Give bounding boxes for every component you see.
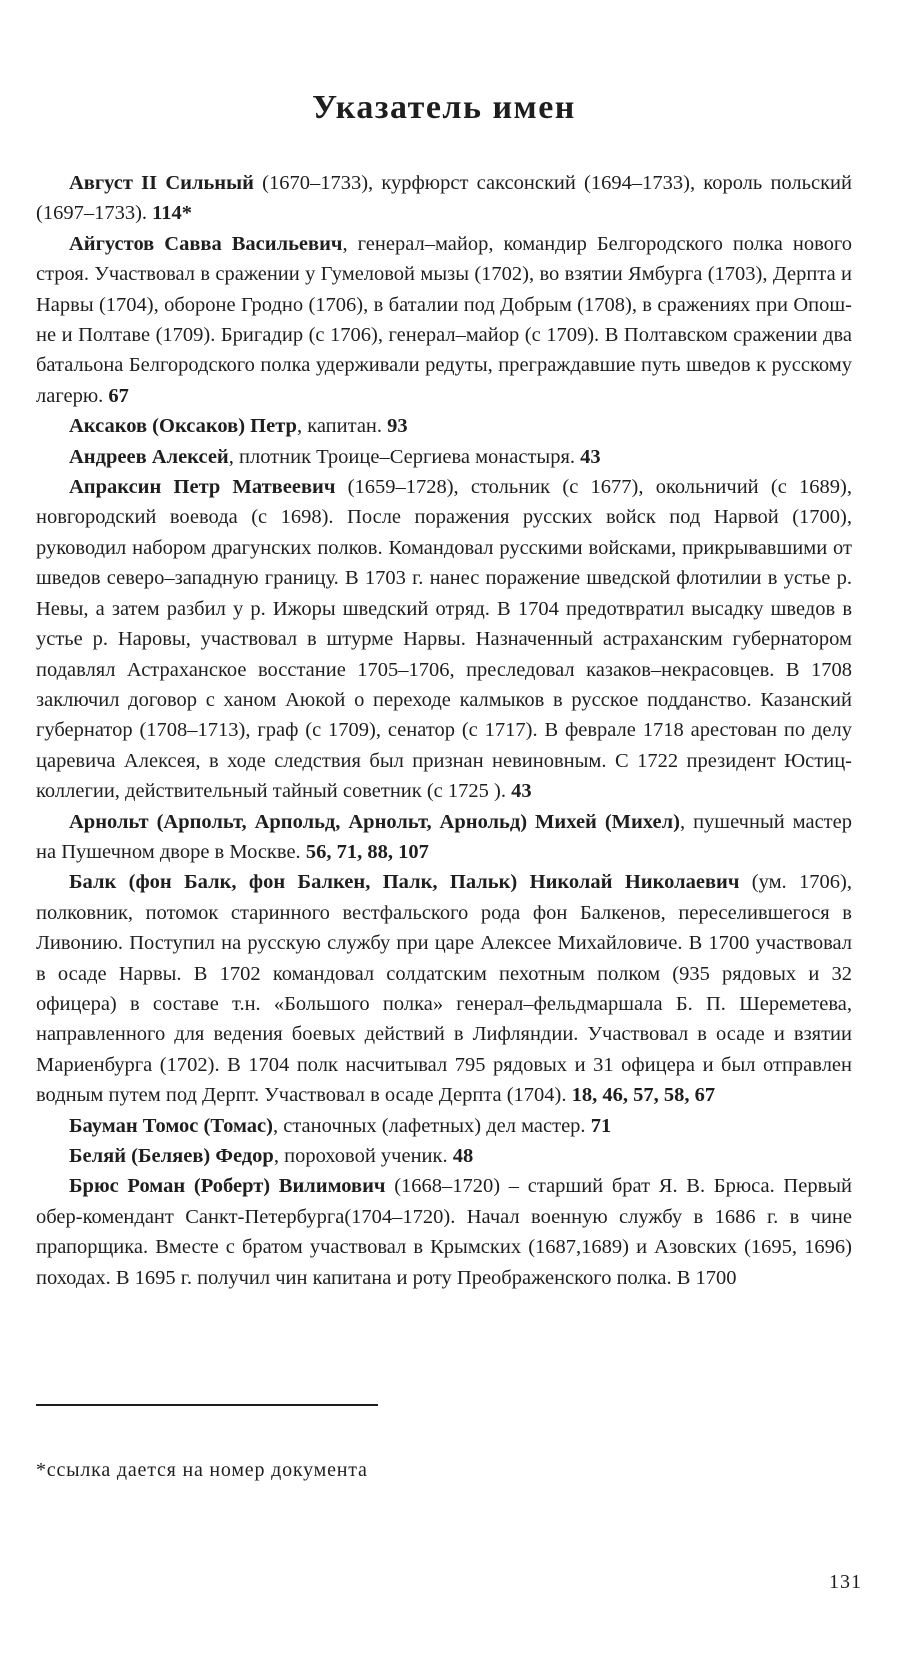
entry-name: Арнольт (Арпольт, Арпольд, Арнольт, Арнольд) Михей (Михел) xyxy=(69,810,680,833)
entry-text: , генерал–майор, командир Белгородского полка нового строя. Участвовал в сражении у Гумеловой мызы (1702), во взятии Ямбурга (1703), Дерпта и Нарвы (1704), обороне Гродно (1706), в баталии под Добрым (1708), в сражениях при Опошне и Полтаве (1709). Бригадир (с 1706), генерал–майор (с 1709). В Полтавском сражении два батальона Белгородского полка удерживали редуты, преграждавшие путь шведов к русскому лагерю. xyxy=(36,232,853,407)
entry-pages: 43 xyxy=(511,780,532,803)
index-entry xyxy=(36,867,852,1110)
entry-text: , пушечный мастер на Пушечном дворе в Москве. xyxy=(36,810,852,863)
entry-name: Андреев Алексей xyxy=(69,445,229,468)
entry-text: (ум. 1706), полковник, потомок старинного вестфальского рода фон Балкенов, переселившегося в Ливонию. Поступил на русскую службу при царе Алексее Михайловиче. В 1700 участвовал в осаде Нарвы. В 1702 командовал солдатским пехотным полком (935 рядовых и 32 офицера) в составе т.н. «Большого полка» генерал–фельдмаршала Б. П. Шереметева, направленного для ведения боевых действий в Лифляндии. Участвовал в осаде и взятии Мариенбурга (1702). В 1704 полк насчитывал 795 рядовых и 31 офицера и был отправлен водным путем под Дерпт. Участвовал в осаде Дерпта (1704). xyxy=(36,871,853,1107)
entry-pages: 71 xyxy=(590,1114,612,1137)
entry-text: (1668–1720) – старший брат Я. В. Брюса. Первый обер-комендант Санкт-Петербурга(1704–1720). Начал военную службу в 1686 г. в чине прапорщика. Вместе с братом участвовал в Крымских (1687,1689) и Азовских (1695, 1696) походах. В 1695 г. получил чин капитана и роту Преображенского полка. В 1700 xyxy=(36,1175,853,1289)
entry-text: , станочных (лафетных) дел мастер. xyxy=(272,1114,591,1137)
entry-name: Бауман Томос (Томас) xyxy=(69,1114,273,1137)
footnote-divider xyxy=(36,1404,378,1406)
index-entry xyxy=(36,807,852,868)
index-entry xyxy=(36,1171,852,1293)
index-entry xyxy=(36,1141,852,1171)
entry-name: Аксаков (Оксаков) Петр xyxy=(69,415,297,438)
index-entry xyxy=(36,168,852,229)
index-entry xyxy=(36,411,852,441)
index-entry xyxy=(36,442,852,472)
entry-name: Брюс Роман (Роберт) Вилимович xyxy=(69,1175,386,1198)
index-entry xyxy=(36,1111,852,1141)
entry-name: Август II Сильный xyxy=(69,172,254,194)
entry-pages: 114* xyxy=(152,202,193,225)
index-page xyxy=(36,88,852,1293)
footnote: *ссылка дается на номер документа xyxy=(36,1459,368,1481)
entry-text: , плотник Троице–Сергиева монастыря. xyxy=(228,445,581,468)
entry-text: (1670–1733), курфюрст саксонский (1694–1733), король польский (1697–1733). xyxy=(36,172,852,225)
entry-pages: 93 xyxy=(387,415,408,438)
entry-pages: 18, 46, 57, 58, 67 xyxy=(571,1084,716,1107)
name-index-list xyxy=(36,168,852,1293)
entry-pages: 43 xyxy=(580,445,601,468)
entry-name: Балк (фон Балк, фон Балкен, Палк, Пальк) Николай Николаевич xyxy=(69,871,740,894)
entry-name: Айгустов Савва Васильевич xyxy=(69,232,343,255)
index-entry xyxy=(36,472,852,806)
entry-pages: 67 xyxy=(108,384,129,407)
index-entry xyxy=(36,229,852,411)
entry-text: , капитан. xyxy=(296,415,388,438)
page-number: 131 xyxy=(829,1571,862,1593)
page-title: Указатель имен xyxy=(312,89,576,126)
entry-pages: 48 xyxy=(452,1145,474,1167)
entry-pages: 56, 71, 88, 107 xyxy=(305,840,429,863)
entry-name: Апраксин Петр Матвеевич xyxy=(69,476,336,499)
entry-text: (1659–1728), стольник (с 1677), окольничий (с 1689), новгородский воевода (с 1698). После поражения русских войск под Нарвой (1700), руководил набором драгунских полков. Командовал русскими войсками, прикрывавшими от шведов северо–западную границу. В 1703 г. нанес поражение шведской флотилии в устье р. Невы, а затем разбил у р. Ижоры шведский отряд. В 1704 предотвратил высадку шведов в устье р. Наровы, участвовал в штурме Нарвы. Назначенный астраханским губернатором подавлял Астраханское восстание 1705–1706, преследовал казаков–некрасовцев. В 1708 заключил договор с ханом Аюкой о переходе калмыков в русское подданство. Казанский губернатор (1708–1713), граф (с 1709), сенатор (с 1717). В феврале 1718 арестован по делу царевича Алексея, в ходе следствия был признан невиновным. С 1722 президент Юстиц-коллегии, действительный тайный советник (с 1725 ). xyxy=(36,476,853,803)
entry-name: Беляй (Беляев) Федор xyxy=(69,1145,274,1167)
entry-text: , пороховой ученик. xyxy=(273,1145,453,1167)
